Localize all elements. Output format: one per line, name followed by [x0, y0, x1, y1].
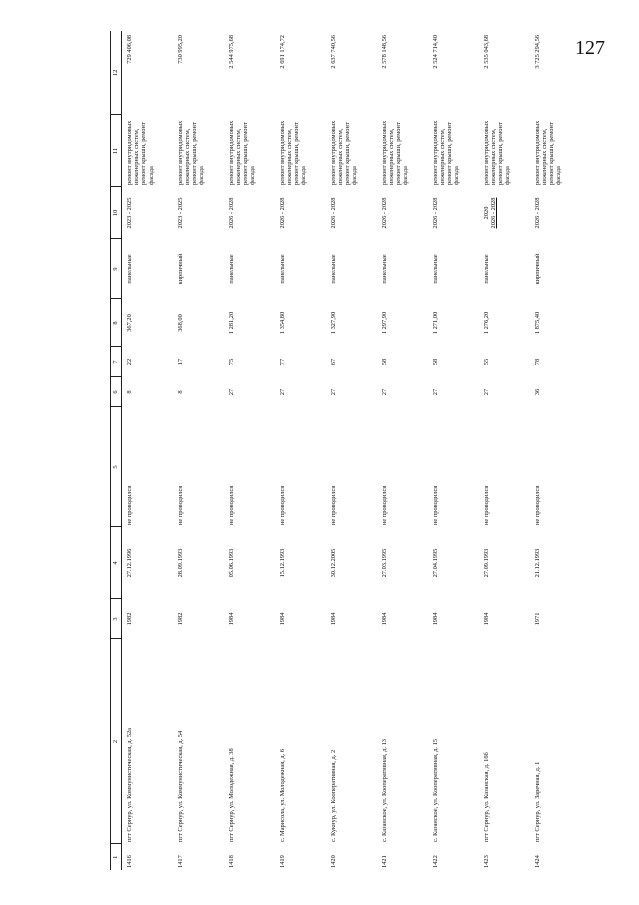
- wall-material-cell: панельные: [278, 254, 286, 284]
- cost-cell: 2 637 740,56: [329, 35, 337, 69]
- period-cell: 2023 - 2025: [176, 197, 184, 229]
- registration-date-cell: 27.04.1995: [431, 548, 439, 578]
- period-cell: 2026 - 2028: [278, 197, 286, 229]
- build-year-cell: 1982: [126, 612, 133, 626]
- row-number-cell: 1422: [431, 855, 439, 868]
- period-main: 2026 - 2028: [489, 197, 497, 229]
- address-cell: с. Марисола, ул. Молодежная, д. 6: [278, 748, 286, 842]
- build-year-cell: 1984: [482, 612, 490, 626]
- row-number-cell: 1418: [227, 855, 235, 868]
- table-row: [122, 31, 173, 870]
- header-cell: 5: [111, 407, 122, 527]
- header-cell: 4: [111, 527, 122, 599]
- header-cell: 8: [111, 299, 122, 347]
- wall-material-cell: панельные: [227, 254, 235, 284]
- row-number-cell: 1417: [176, 855, 184, 868]
- wall-material-cell: панельные: [482, 254, 490, 284]
- header-cell: 1: [111, 844, 122, 870]
- registration-date-cell: 27.03.1995: [380, 548, 388, 578]
- last-repair-cell: не проводился: [533, 485, 541, 525]
- cost-cell: 2 524 714,40: [431, 35, 439, 69]
- work-type-cell: ремонт внутридомовых инженерных систем, ремонт крыши, ремонт фасада: [380, 120, 410, 185]
- address-cell: пгт Сернур, ул. Коммунистическая, д. 52а: [126, 728, 133, 842]
- registration-date-cell: 30.12.2005: [329, 548, 337, 578]
- row-number-cell: 1416: [126, 855, 133, 868]
- cost-cell: 3 725 294,56: [533, 35, 541, 69]
- header-cell: 6: [111, 377, 122, 407]
- apartments-cell: 78: [533, 358, 541, 366]
- last-repair-cell: не проводился: [126, 485, 133, 525]
- build-year-cell: 1984: [380, 612, 388, 626]
- build-year-cell: 1982: [176, 612, 184, 626]
- row-number-cell: 1424: [533, 855, 541, 868]
- area-cell: 1 297,90: [380, 311, 388, 335]
- last-repair-cell: не проводился: [431, 485, 439, 525]
- period-cell: 2023 - 2025: [126, 197, 133, 229]
- floors-cell: 8: [176, 390, 184, 394]
- floors-cell: 27: [227, 388, 235, 396]
- build-year-cell: 1984: [329, 612, 337, 626]
- wall-material-cell: панельные: [380, 254, 388, 284]
- wall-material-cell: кирпичный: [176, 253, 184, 285]
- area-cell: 1 354,80: [278, 311, 286, 335]
- period-cell: 2026 - 2028: [227, 197, 235, 229]
- area-cell: 367,20: [126, 314, 133, 332]
- area-cell: 1 281,20: [227, 311, 235, 335]
- last-repair-cell: не проводился: [329, 485, 337, 525]
- table-row: [275, 31, 326, 870]
- header-cell: 12: [111, 31, 122, 115]
- header-cell: 11: [111, 115, 122, 187]
- area-cell: 368,00: [176, 314, 184, 332]
- registration-date-cell: 27.12.1996: [126, 548, 133, 578]
- address-cell: с. Казанское, ул. Кооперативная, д. 13: [380, 739, 388, 842]
- table-row: [173, 31, 224, 870]
- apartments-cell: 17: [176, 358, 184, 366]
- table-row: [428, 31, 479, 870]
- last-repair-cell: не проводился: [482, 485, 490, 525]
- build-year-cell: 1984: [278, 612, 286, 626]
- header-cell: 3: [111, 599, 122, 639]
- header-cell: 10: [111, 187, 122, 239]
- header-row: [111, 31, 122, 870]
- cost-cell: 2 535 043,68: [482, 35, 490, 69]
- table-row: [377, 31, 428, 870]
- wall-material-cell: панельные: [431, 254, 439, 284]
- address-cell: с. Кукнур, ул. Кооперативная, д. 2: [329, 749, 337, 842]
- period-cell: 2026 - 2028: [380, 197, 388, 229]
- table-row: [479, 31, 530, 870]
- row-number-cell: 1419: [278, 855, 286, 868]
- period-cell: 2026 - 2028: [533, 197, 541, 229]
- cost-cell: 2 691 174,72: [278, 35, 286, 69]
- address-cell: пгт Сернур, ул. Молодежная, д. 38: [227, 748, 235, 842]
- last-repair-cell: не проводился: [176, 485, 184, 525]
- table-row: [326, 31, 377, 870]
- cost-cell: 2 578 148,56: [380, 35, 388, 69]
- period-cell: [479, 187, 530, 239]
- wall-material-cell: кирпичный: [533, 253, 541, 285]
- wall-material-cell: панельные: [329, 254, 337, 284]
- header-cell: 9: [111, 239, 122, 299]
- area-cell: 1 327,90: [329, 311, 337, 335]
- apartments-cell: 75: [227, 358, 235, 366]
- last-repair-cell: не проводился: [380, 485, 388, 525]
- header-cell: 7: [111, 347, 122, 377]
- table-body: [122, 31, 581, 870]
- page-number: 127: [575, 37, 605, 59]
- registration-date-cell: 28.09.1993: [176, 548, 184, 578]
- work-type-cell: ремонт внутридомовых инженерных систем, ремонт крыши, ремонт фасада: [431, 120, 461, 185]
- last-repair-cell: не проводился: [278, 485, 286, 525]
- period-cell: 2026 - 2028: [431, 197, 439, 229]
- build-year-cell: 1971: [533, 612, 541, 626]
- registration-date-cell: 05.06.1993: [227, 548, 235, 578]
- last-repair-cell: не проводился: [227, 485, 235, 525]
- row-number-cell: 1420: [329, 855, 337, 868]
- apartments-cell: 67: [329, 358, 337, 366]
- floors-cell: 8: [126, 390, 133, 394]
- table-row: [530, 31, 581, 870]
- floors-cell: 27: [431, 388, 439, 396]
- cost-cell: 730 995,20: [176, 35, 184, 64]
- build-year-cell: 1984: [431, 612, 439, 626]
- apartments-cell: 77: [278, 358, 286, 366]
- apartments-cell: 22: [126, 358, 133, 366]
- wall-material-cell: панельные: [126, 254, 133, 284]
- cost-cell: 2 544 975,68: [227, 35, 235, 69]
- area-cell: 1 276,20: [482, 311, 490, 335]
- housing-repair-table: [110, 31, 581, 870]
- apartments-cell: 58: [431, 358, 439, 366]
- registration-date-cell: 27.09.1993: [482, 548, 490, 578]
- address-cell: с. Казанское, ул. Кооперативная, д. 15: [431, 739, 439, 842]
- floors-cell: 27: [482, 388, 490, 396]
- work-type-cell: ремонт внутридомовых инженерных систем, ремонт крыши, ремонт фасада: [329, 120, 359, 185]
- address-cell: пгт Сернур, ул. Казанская, д. 16б: [482, 752, 490, 842]
- row-number-cell: 1423: [482, 855, 490, 868]
- apartments-cell: 58: [380, 358, 388, 366]
- work-type-cell: ремонт внутридомовых инженерных систем, ремонт крыши, ремонт фасада: [533, 120, 563, 185]
- row-number-cell: 1421: [380, 855, 388, 868]
- address-cell: пгт Сернур, ул. Заречная, д. 1: [533, 761, 541, 842]
- cost-cell: 729 406,08: [126, 35, 133, 64]
- floors-cell: 27: [380, 388, 388, 396]
- apartments-cell: 55: [482, 358, 490, 366]
- rotated-table-container: [110, 31, 633, 870]
- work-type-cell: ремонт внутридомовых инженерных систем, ремонт крыши, ремонт фасада: [176, 120, 206, 185]
- floors-cell: 27: [278, 388, 286, 396]
- work-type-cell: ремонт внутридомовых инженерных систем, ремонт крыши, ремонт фасада: [126, 120, 155, 185]
- work-type-cell: ремонт внутридомовых инженерных систем, ремонт крыши, ремонт фасада: [227, 120, 257, 185]
- address-cell: пгт Сернур, ул. Коммунистическая, д. 54: [176, 730, 184, 842]
- period-cell: 2026 - 2028: [329, 197, 337, 229]
- build-year-cell: 1984: [227, 612, 235, 626]
- table-row: [224, 31, 275, 870]
- area-cell: 1 875,40: [533, 311, 541, 335]
- header-cell: 2: [111, 639, 122, 844]
- registration-date-cell: 21.12.1993: [533, 548, 541, 578]
- floors-cell: 27: [329, 388, 337, 396]
- floors-cell: 36: [533, 388, 541, 396]
- work-type-cell: ремонт внутридомовых инженерных систем, ремонт крыши, ремонт фасада: [482, 120, 512, 185]
- area-cell: 1 271,00: [431, 311, 439, 335]
- work-type-cell: ремонт внутридомовых инженерных систем, ремонт крыши, ремонт фасада: [278, 120, 308, 185]
- period-extra: 2020: [482, 206, 490, 220]
- registration-date-cell: 15.12.1993: [278, 548, 286, 578]
